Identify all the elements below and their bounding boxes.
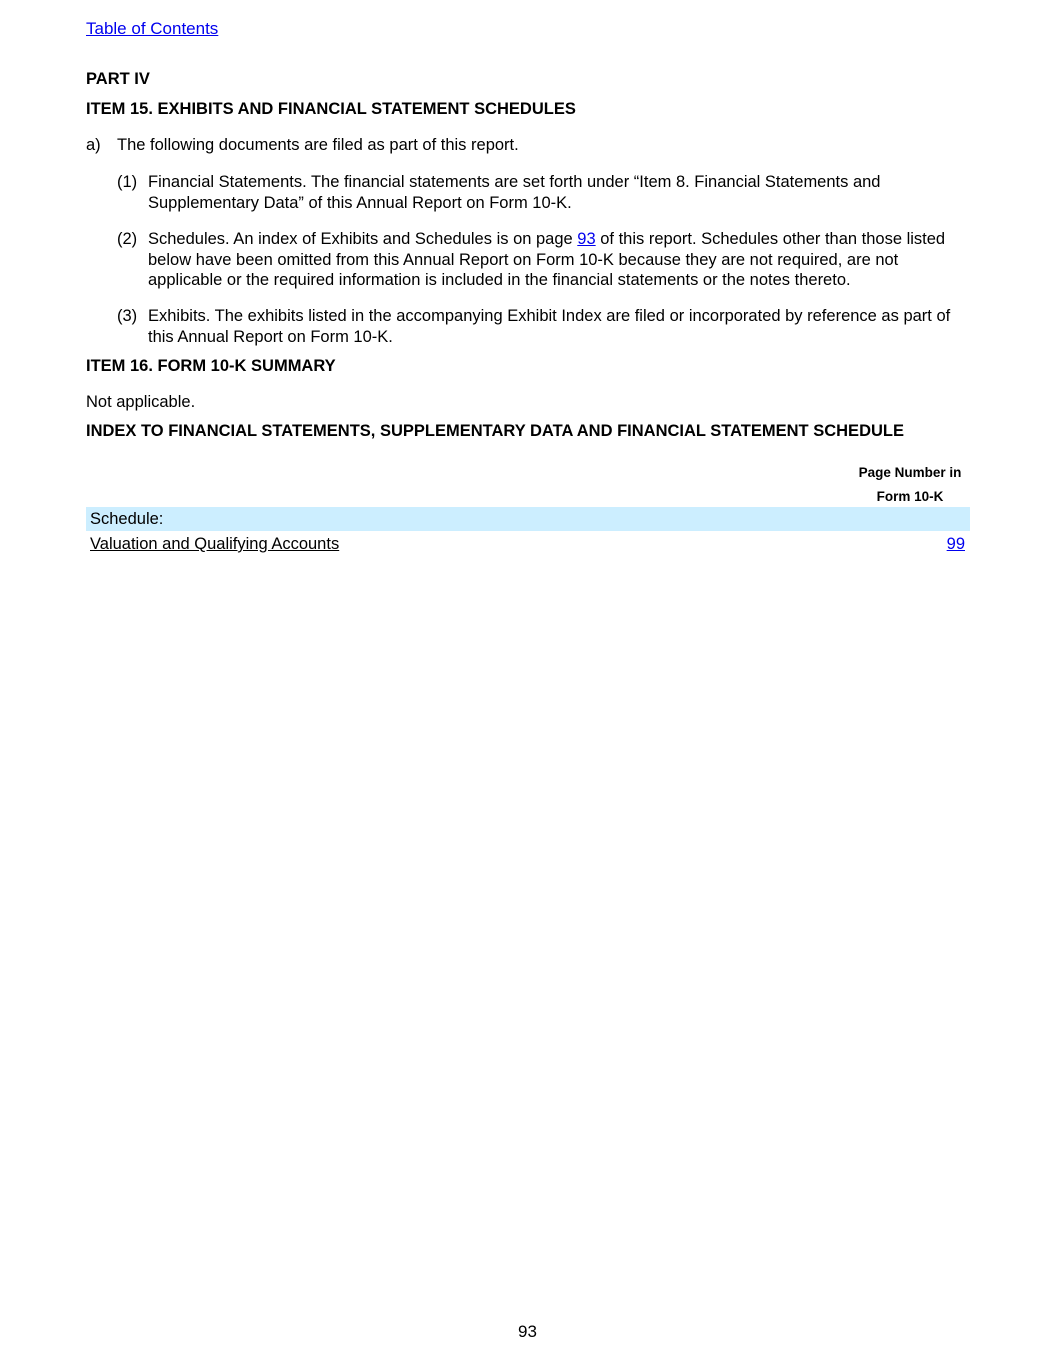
subitem-text-after: of this report. Schedules other than those listed below have been omitted from this Annual Report on Form 10-K because they are not required, are not applicable or the required information is included in the financial statements or the notes thereto. (148, 230, 946, 289)
subitem-text (148, 229, 967, 291)
table-row (86, 532, 970, 556)
subitem-text-before: Schedules. An index of Exhibits and Schedules is on page (148, 230, 578, 248)
schedule-section-row (86, 507, 970, 531)
table-of-contents-link[interactable]: Table of Contents (86, 19, 219, 38)
subitem-text: Exhibits. The exhibits listed in the accompanying Exhibit Index are filed or incorporated by reference as part of this Annual Report on Form 10-K. (148, 307, 951, 346)
subitem-number: (1) (117, 173, 138, 191)
index-title: INDEX TO FINANCIAL STATEMENTS, SUPPLEMENTARY DATA AND FINANCIAL STATEMENT SCHEDULE (86, 422, 904, 440)
valuation-accounts-page-link[interactable]: 99 (946, 535, 965, 553)
item16-heading: ITEM 16. FORM 10-K SUMMARY (86, 357, 336, 375)
schedule-section-label: Schedule: (90, 510, 164, 528)
subitem-financial-statements (117, 172, 967, 213)
column-header-line1: Page Number in (858, 465, 962, 480)
part-title: PART IV (86, 70, 150, 88)
paragraph-a (86, 136, 519, 155)
item16-text: Not applicable. (86, 393, 196, 411)
index-page-link[interactable]: 93 (577, 230, 596, 248)
column-header-line2: Form 10-K (876, 489, 944, 504)
paragraph-a-label: a) (86, 136, 101, 154)
subitem-exhibits (117, 306, 967, 347)
page-number-column-header (850, 461, 970, 510)
page-number: 93 (518, 1322, 537, 1341)
subitem-number: (3) (117, 307, 138, 325)
subitem-text: Financial Statements. The financial statements are set forth under “Item 8. Financial Statements and Supplementary Data” of this Annual Report on Form 10-K. (148, 173, 881, 212)
valuation-accounts-label: Valuation and Qualifying Accounts (90, 535, 340, 553)
subitem-schedules (117, 229, 967, 291)
paragraph-a-text: The following documents are filed as part of this report. (117, 136, 519, 154)
subitem-number: (2) (117, 230, 138, 248)
item15-heading: ITEM 15. EXHIBITS AND FINANCIAL STATEMENT SCHEDULES (86, 100, 576, 118)
